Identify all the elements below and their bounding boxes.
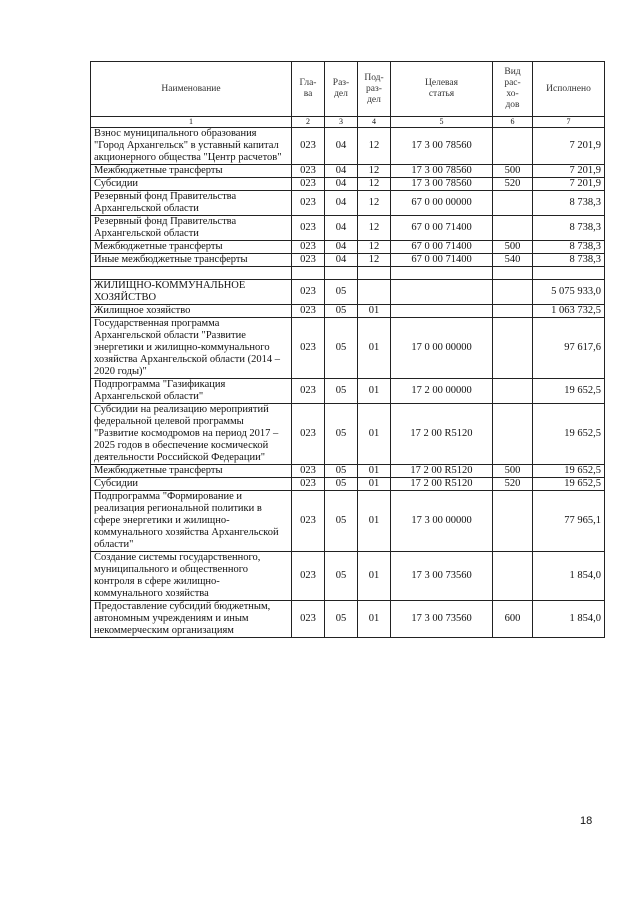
row-section: 04 [325, 191, 358, 216]
row-name: Межбюджетные трансферты [91, 165, 292, 178]
table-row [91, 165, 605, 178]
row-amount: 7 201,9 [533, 128, 605, 165]
table-row [91, 404, 605, 465]
row-subsection: 01 [358, 465, 391, 478]
column-number: 6 [493, 117, 533, 128]
row-amount: 7 201,9 [533, 165, 605, 178]
row-target: 17 3 00 78560 [391, 165, 493, 178]
row-amount: 19 652,5 [533, 465, 605, 478]
row-chapter: 023 [292, 305, 325, 318]
row-amount: 8 738,3 [533, 191, 605, 216]
row-subsection: 12 [358, 241, 391, 254]
row-section: 04 [325, 178, 358, 191]
row-expense-type [493, 379, 533, 404]
row-section: 05 [325, 305, 358, 318]
row-name: Иные межбюджетные трансферты [91, 254, 292, 267]
row-target [391, 305, 493, 318]
row-chapter: 023 [292, 552, 325, 601]
row-subsection: 01 [358, 318, 391, 379]
row-target: 67 0 00 71400 [391, 241, 493, 254]
row-expense-type [493, 216, 533, 241]
row-expense-type [493, 404, 533, 465]
table-row [91, 601, 605, 638]
table-row [91, 267, 605, 280]
row-amount: 8 738,3 [533, 241, 605, 254]
row-chapter: 023 [292, 178, 325, 191]
table-row [91, 241, 605, 254]
row-target [391, 267, 493, 280]
row-section [325, 267, 358, 280]
row-name: Государственная программа Архангельской области "Развитие энергетики и жилищно-коммунального хозяйства Архангельской области (2014 – 2020 годы)" [91, 318, 292, 379]
header-name: Наименование [91, 62, 292, 117]
row-amount: 19 652,5 [533, 379, 605, 404]
header-expense-type: Вид рас- хо- дов [493, 62, 533, 117]
row-expense-type: 500 [493, 165, 533, 178]
header-executed: Исполнено [533, 62, 605, 117]
row-name: Резервный фонд Правительства Архангельской области [91, 216, 292, 241]
row-amount [533, 267, 605, 280]
row-amount: 77 965,1 [533, 491, 605, 552]
row-expense-type: 500 [493, 241, 533, 254]
column-number: 5 [391, 117, 493, 128]
row-chapter: 023 [292, 254, 325, 267]
row-target: 17 2 00 R5120 [391, 478, 493, 491]
row-subsection: 12 [358, 254, 391, 267]
row-chapter: 023 [292, 478, 325, 491]
row-name: Подпрограмма "Газификация Архангельской области" [91, 379, 292, 404]
row-section: 05 [325, 318, 358, 379]
header-section: Раз- дел [325, 62, 358, 117]
row-expense-type [493, 191, 533, 216]
row-target: 17 3 00 78560 [391, 178, 493, 191]
row-target [391, 280, 493, 305]
row-chapter: 023 [292, 465, 325, 478]
row-subsection: 01 [358, 305, 391, 318]
row-chapter: 023 [292, 404, 325, 465]
row-subsection: 01 [358, 491, 391, 552]
row-expense-type: 520 [493, 178, 533, 191]
header-target: Целевая статья [391, 62, 493, 117]
row-target: 67 0 00 00000 [391, 191, 493, 216]
row-subsection [358, 280, 391, 305]
row-subsection: 01 [358, 601, 391, 638]
table-row [91, 552, 605, 601]
table-row [91, 128, 605, 165]
row-amount: 97 617,6 [533, 318, 605, 379]
table-row [91, 280, 605, 305]
row-expense-type [493, 128, 533, 165]
table-row [91, 465, 605, 478]
table-row [91, 178, 605, 191]
row-chapter: 023 [292, 379, 325, 404]
row-expense-type: 600 [493, 601, 533, 638]
column-number: 3 [325, 117, 358, 128]
row-subsection: 01 [358, 404, 391, 465]
row-subsection: 12 [358, 191, 391, 216]
table-row [91, 305, 605, 318]
row-chapter: 023 [292, 318, 325, 379]
row-target: 17 3 00 73560 [391, 601, 493, 638]
table-row [91, 254, 605, 267]
page-number: 18 [580, 815, 593, 827]
row-expense-type [493, 318, 533, 379]
row-target: 17 2 00 00000 [391, 379, 493, 404]
row-amount: 5 075 933,0 [533, 280, 605, 305]
row-amount: 1 063 732,5 [533, 305, 605, 318]
table-row [91, 216, 605, 241]
row-amount: 8 738,3 [533, 254, 605, 267]
row-amount: 8 738,3 [533, 216, 605, 241]
row-name: Резервный фонд Правительства Архангельской области [91, 191, 292, 216]
row-section: 05 [325, 478, 358, 491]
row-chapter: 023 [292, 280, 325, 305]
row-name: Субсидии [91, 478, 292, 491]
row-amount: 19 652,5 [533, 478, 605, 491]
row-amount: 1 854,0 [533, 552, 605, 601]
row-section: 05 [325, 280, 358, 305]
row-expense-type [493, 280, 533, 305]
row-amount: 1 854,0 [533, 601, 605, 638]
row-section: 04 [325, 216, 358, 241]
row-expense-type [493, 552, 533, 601]
row-target: 67 0 00 71400 [391, 216, 493, 241]
row-section: 04 [325, 254, 358, 267]
row-section: 05 [325, 404, 358, 465]
row-name: Подпрограмма "Формирование и реализация региональной политики в сфере энергетики и жилищно-коммунального хозяйства Архангельской области" [91, 491, 292, 552]
row-subsection: 01 [358, 379, 391, 404]
row-target: 17 0 00 00000 [391, 318, 493, 379]
column-number: 1 [91, 117, 292, 128]
row-section: 04 [325, 128, 358, 165]
row-chapter: 023 [292, 216, 325, 241]
row-expense-type: 540 [493, 254, 533, 267]
row-section: 04 [325, 165, 358, 178]
row-section: 05 [325, 491, 358, 552]
row-chapter: 023 [292, 241, 325, 254]
row-expense-type [493, 305, 533, 318]
row-amount: 7 201,9 [533, 178, 605, 191]
table-body [91, 128, 605, 638]
header-chapter: Гла- ва [292, 62, 325, 117]
row-name: Субсидии на реализацию мероприятий федеральной целевой программы "Развитие космодромов на период 2017 – 2025 годов в обеспечение космической деятельности Российской Федерации" [91, 404, 292, 465]
row-target: 17 2 00 R5120 [391, 404, 493, 465]
row-name: Жилищное хозяйство [91, 305, 292, 318]
budget-table [90, 61, 605, 638]
row-target: 17 3 00 78560 [391, 128, 493, 165]
column-number: 2 [292, 117, 325, 128]
row-target: 17 3 00 00000 [391, 491, 493, 552]
row-name: Создание системы государственного, муниципального и общественного контроля в сфере жилищно-коммунального хозяйства [91, 552, 292, 601]
row-subsection [358, 267, 391, 280]
header-subsection: Под- раз- дел [358, 62, 391, 117]
row-name: Предоставление субсидий бюджетным, автономным учреждениям и иным некоммерческим организациям [91, 601, 292, 638]
row-expense-type: 500 [493, 465, 533, 478]
row-section: 05 [325, 379, 358, 404]
header-row [91, 62, 605, 117]
table-row [91, 491, 605, 552]
row-name: Межбюджетные трансферты [91, 241, 292, 254]
row-chapter: 023 [292, 601, 325, 638]
row-subsection: 12 [358, 128, 391, 165]
row-section: 05 [325, 465, 358, 478]
row-expense-type [493, 491, 533, 552]
column-number-row [91, 117, 605, 128]
row-chapter: 023 [292, 165, 325, 178]
row-section: 05 [325, 552, 358, 601]
row-subsection: 12 [358, 165, 391, 178]
row-target: 67 0 00 71400 [391, 254, 493, 267]
row-name: Взнос муниципального образования "Город Архангельск" в уставный капитал акционерного общества "Центр расчетов" [91, 128, 292, 165]
column-number: 4 [358, 117, 391, 128]
row-expense-type: 520 [493, 478, 533, 491]
table-row [91, 191, 605, 216]
row-target: 17 2 00 R5120 [391, 465, 493, 478]
row-subsection: 12 [358, 178, 391, 191]
row-subsection: 01 [358, 552, 391, 601]
row-name: Межбюджетные трансферты [91, 465, 292, 478]
row-chapter: 023 [292, 491, 325, 552]
column-number: 7 [533, 117, 605, 128]
row-subsection: 01 [358, 478, 391, 491]
table-row [91, 318, 605, 379]
row-chapter: 023 [292, 128, 325, 165]
row-chapter [292, 267, 325, 280]
row-expense-type [493, 267, 533, 280]
table-row [91, 379, 605, 404]
row-chapter: 023 [292, 191, 325, 216]
row-section: 05 [325, 601, 358, 638]
row-name: ЖИЛИЩНО-КОММУНАЛЬНОЕ ХОЗЯЙСТВО [91, 280, 292, 305]
row-section: 04 [325, 241, 358, 254]
row-target: 17 3 00 73560 [391, 552, 493, 601]
table-row [91, 478, 605, 491]
row-name [91, 267, 292, 280]
row-name: Субсидии [91, 178, 292, 191]
row-subsection: 12 [358, 216, 391, 241]
row-amount: 19 652,5 [533, 404, 605, 465]
